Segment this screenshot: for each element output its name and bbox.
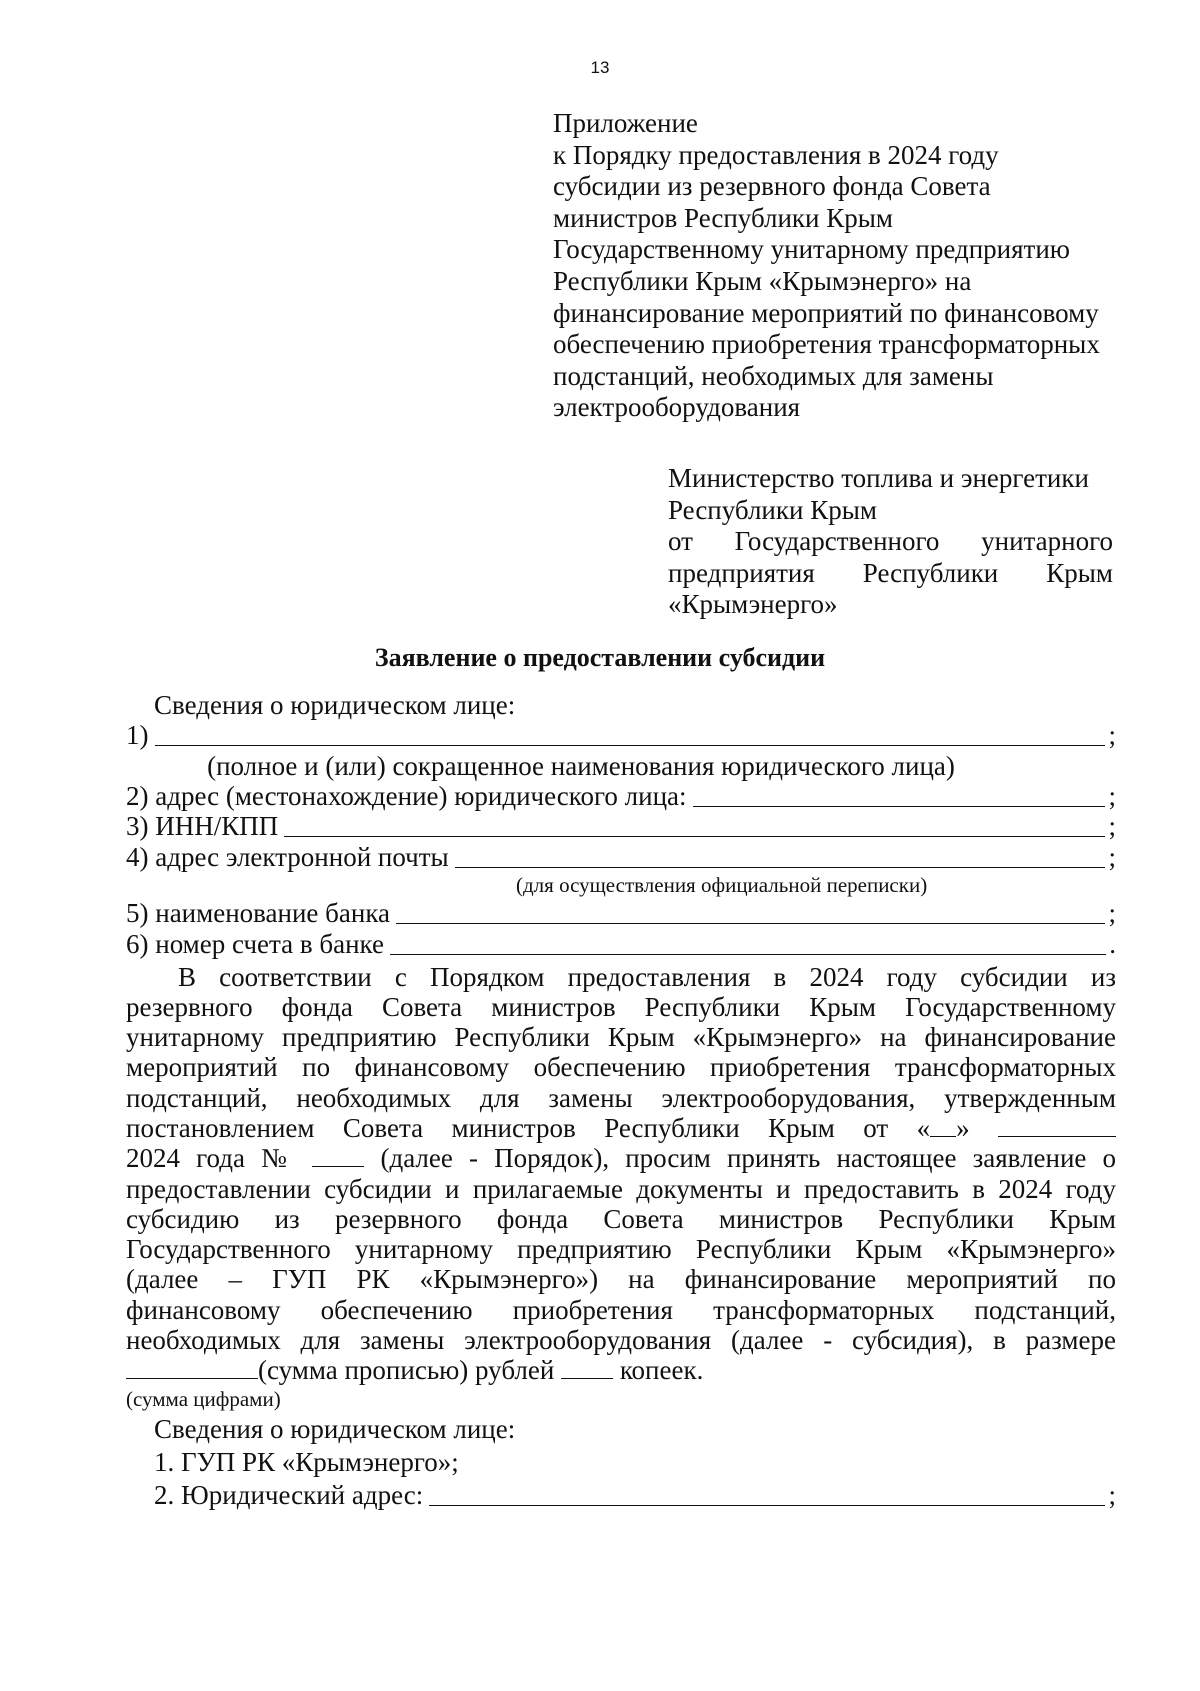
info-heading bbox=[126, 1412, 1116, 1445]
paragraph-line: необходимых для замены электрооборудования (далее - субсидия), в размере bbox=[126, 1325, 1116, 1356]
address-blank[interactable] bbox=[693, 805, 1106, 807]
paragraph-line: Государственного унитарному предприятию Республики Крым «Крымэнерго» bbox=[126, 1234, 1116, 1265]
paragraph-line: субсидию из резервного фонда Совета министров Республики Крым bbox=[126, 1203, 1116, 1234]
account-number-blank[interactable] bbox=[390, 953, 1106, 955]
addressee-block bbox=[668, 463, 1113, 621]
paragraph-line bbox=[126, 1143, 1116, 1173]
inn-kpp-blank[interactable] bbox=[284, 835, 1105, 837]
field-label: 5) наименование банка bbox=[126, 898, 391, 928]
field-bank-name bbox=[126, 899, 1116, 930]
appendix-line: обеспечению приобретения трансформаторных bbox=[553, 329, 1100, 360]
field-end: ; bbox=[1108, 780, 1116, 811]
field-inn-kpp bbox=[126, 812, 1116, 843]
paragraph-text: 2024 года № bbox=[126, 1143, 297, 1174]
field-caption: (для осуществления официальной переписки) bbox=[516, 872, 928, 897]
field-label: 2) адрес (местонахождение) юридического лица: bbox=[126, 780, 687, 811]
day-blank[interactable] bbox=[930, 1114, 956, 1137]
field-end: ; bbox=[1108, 841, 1116, 872]
legal-entity-info bbox=[126, 1412, 1116, 1511]
legal-name-blank[interactable] bbox=[155, 744, 1106, 746]
addressee-line: от Государственного унитарного bbox=[668, 526, 1113, 557]
info-heading-text: Сведения о юридическом лице: bbox=[154, 1413, 516, 1444]
email-blank[interactable] bbox=[455, 866, 1106, 868]
field-label: 4) адрес электронной почты bbox=[126, 841, 449, 872]
paragraph-text: (сумма прописью) рублей bbox=[258, 1355, 555, 1386]
field-email bbox=[126, 842, 1116, 873]
field-end: ; bbox=[1108, 720, 1116, 750]
paragraph-line bbox=[126, 1355, 1116, 1385]
amount-digits-blank[interactable] bbox=[126, 1356, 258, 1379]
paragraph-line: (далее – ГУП РК «Крымэнерго») на финансирование мероприятий по bbox=[126, 1264, 1116, 1295]
appendix-header bbox=[553, 108, 1153, 424]
field-legal-address bbox=[126, 1478, 1116, 1511]
request-paragraph bbox=[126, 962, 1116, 1412]
paragraph-line: подстанций, необходимых для замены электрооборудования, утвержденным bbox=[126, 1082, 1116, 1113]
form-heading bbox=[126, 690, 1116, 721]
appendix-line: Государственному унитарному предприятию bbox=[553, 234, 1070, 265]
field-end: ; bbox=[1108, 1479, 1116, 1510]
addressee-line: Министерство топлива и энергетики bbox=[668, 463, 1089, 493]
form-heading-text: Сведения о юридическом лице: bbox=[154, 689, 516, 720]
addressee-line: «Крымэнерго» bbox=[668, 589, 838, 620]
appendix-line: министров Республики Крым bbox=[553, 202, 893, 233]
appendix-line: финансирование мероприятий по финансовому bbox=[553, 297, 1099, 328]
paragraph-text: (далее - Порядок), просим принять настоящее заявление о bbox=[380, 1143, 1117, 1174]
field-caption: (полное и (или) сокращенное наименования юридического лица) bbox=[207, 751, 955, 781]
bank-name-blank[interactable] bbox=[396, 922, 1105, 924]
application-form bbox=[126, 690, 1116, 1511]
appendix-line: Приложение bbox=[553, 108, 698, 138]
addressee-line: предприятия Республики Крым bbox=[668, 557, 1113, 588]
month-blank[interactable] bbox=[998, 1114, 1116, 1137]
paragraph-line: резервного фонда Совета министров Республики Крым Государственному bbox=[126, 991, 1116, 1022]
paragraph-text: » bbox=[956, 1112, 970, 1143]
paragraph-line bbox=[126, 1113, 1116, 1143]
paragraph-line: финансовому обеспечению приобретения трансформаторных подстанций, bbox=[126, 1294, 1116, 1325]
appendix-line: Республики Крым «Крымэнерго» на bbox=[553, 265, 972, 296]
resolution-number-blank[interactable] bbox=[312, 1144, 364, 1167]
field-label: 3) ИНН/КПП bbox=[126, 811, 279, 841]
field-label: 1) bbox=[126, 720, 149, 750]
field-account-number bbox=[126, 929, 1116, 960]
field-legal-name bbox=[126, 721, 1116, 752]
paragraph-line: унитарному предприятию Республики Крым «Крымэнерго» на финансирование bbox=[126, 1022, 1116, 1053]
paragraph-text: постановлением Совета министров Республики Крым от « bbox=[126, 1112, 931, 1143]
paragraph-line: В соответствии с Порядком предоставления в 2024 году субсидии из bbox=[178, 961, 1116, 992]
field-label: 2. Юридический адрес: bbox=[154, 1479, 424, 1510]
addressee-line: Республики Крым bbox=[668, 494, 877, 525]
paragraph-line: предоставлении субсидии и прилагаемые документы и предоставить в 2024 году bbox=[126, 1173, 1116, 1204]
amount-caption: (сумма цифрами) bbox=[126, 1386, 281, 1411]
appendix-line: подстанций, необходимых для замены bbox=[553, 360, 994, 391]
appendix-line: субсидии из резервного фонда Совета bbox=[553, 171, 991, 202]
legal-address-blank[interactable] bbox=[429, 1504, 1105, 1506]
field-address bbox=[126, 781, 1116, 812]
appendix-line: электрооборудования bbox=[553, 392, 801, 423]
paragraph-text: копеек. bbox=[619, 1355, 704, 1386]
document-title: Заявление о предоставлении субсидии bbox=[374, 643, 826, 672]
paragraph-line: мероприятий по финансовому обеспечению приобретения трансформаторных bbox=[126, 1052, 1116, 1083]
info-item-text: 1. ГУП РК «Крымэнерго»; bbox=[154, 1446, 459, 1477]
info-item bbox=[126, 1445, 1116, 1478]
field-label: 6) номер счета в банке bbox=[126, 928, 384, 959]
field-end: ; bbox=[1108, 811, 1116, 841]
kopecks-blank[interactable] bbox=[561, 1356, 613, 1379]
page-number: 13 bbox=[590, 58, 610, 77]
field-end: ; bbox=[1108, 898, 1116, 928]
field-end: . bbox=[1109, 928, 1116, 959]
appendix-line: к Порядку предоставления в 2024 году bbox=[553, 139, 999, 170]
